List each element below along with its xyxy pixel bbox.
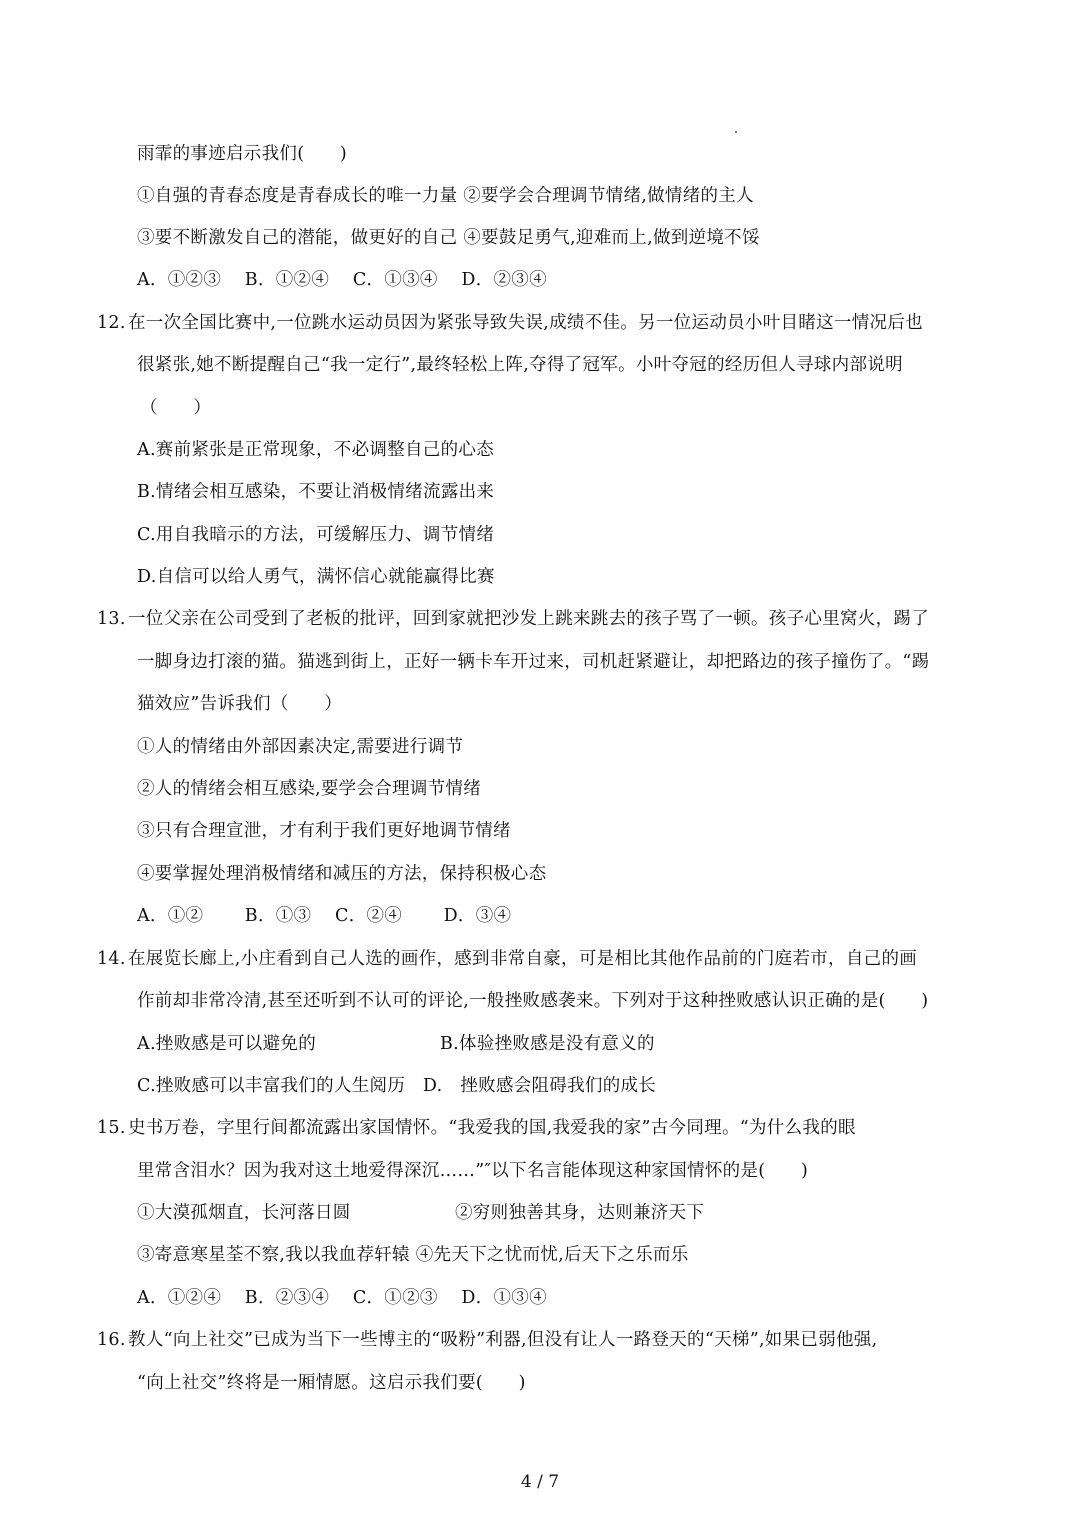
q11-statements-1-2: ①自强的青春态度是青春成长的唯一力量 ②要学会合理调节情绪,做情绪的主人 [137,186,754,206]
stray-dot [735,131,737,133]
q13-statement-4: ④要掌握处理消极情绪和减压的方法，保持积极心态 [137,864,547,884]
q14-stem-line-2: 作前却非常冷清,甚至还听到不认可的评论,一般挫败感袭来。下列对于这种挫败感认识正确的是( ) [137,991,929,1011]
q11-statements-3-4: ③要不断激发自己的潜能，做更好的自己 ④要鼓足勇气,迎难而上,做到逆境不馁 [137,228,760,248]
q11-choices: A．①②③ B．①②④ C．①③④ D．②③④ [137,270,547,290]
q15-stem-line-2: 里常含泪水？因为我对这土地爱得深沉……”″以下名言能体现这种家国情怀的是( ) [137,1161,809,1181]
q12-stem-line-1: 在一次全国比赛中,一位跳水运动员因为紧张导致失误,成绩不佳。另一位运动员小叶目睹这一情况后也 [128,313,923,333]
q12-stem-line-2: 很紧张,她不断提醒自己“我一定行”,最终轻松上阵,夺得了冠军。小叶夺冠的经历但人寻球内部说明 [137,355,903,375]
q14-option-b: B.体验挫败感是没有意义的 [440,1034,655,1054]
q13-number: 13. [97,609,126,629]
q12-option-b: B.情绪会相互感染，不要让消极情绪流露出来 [137,482,495,502]
q15-statements-3-4: ③寄意寒星荃不察,我以我血荐轩辕 ④先天下之忧而忧,后天下之乐而乐 [137,1245,689,1265]
q11-stem-continuation: 雨霏的事迹启示我们( ) [137,144,348,164]
q16-stem-line-2: “向上社交”终将是一厢情愿。这启示我们要( ) [137,1373,526,1393]
q13-stem-line-3: 猫效应”告诉我们（ ） [137,694,343,714]
q15-stem-line-1: 史书万卷，字里行间都流露出家国情怀。“我爱我的国,我爱我的家”古今同理。“为什么我的眼 [128,1118,856,1138]
q12-option-d: D.自信可以给人勇气，满怀信心就能赢得比赛 [137,567,495,587]
q13-stem-line-2: 一脚身边打滚的猫。猫逃到街上，正好一辆卡车开过来，司机赶紧避让，却把路边的孩子撞伤了。“踢 [137,652,930,672]
q14-number: 14. [97,949,126,969]
q15-choices: A．①②④ B．②③④ C．①②③ D．①③④ [137,1288,547,1308]
q16-number: 16. [97,1330,126,1350]
q16-stem-line-1: 教人“向上社交”已成为当下一些博主的“吸粉”利器,但没有让人一路登天的“天梯”,如果已弱他强, [128,1330,878,1350]
q12-option-c: C.用自我暗示的方法，可缓解压力、调节情绪 [137,525,495,545]
q12-number: 12. [97,313,126,333]
q13-statement-3: ③只有合理宣泄，才有利于我们更好地调节情绪 [137,821,511,841]
q14-stem-line-1: 在展览长廊上,小庄看到自己人选的画作，感到非常自豪，可是相比其他作品前的门庭若市，自己的画 [128,949,918,969]
q13-stem-line-1: 一位父亲在公司受到了老板的批评，回到家就把沙发上跳来跳去的孩子骂了一顿。孩子心里窝火，踢了 [128,609,929,629]
q13-statement-2: ②人的情绪会相互感染,要学会合理调节情绪 [137,779,482,799]
q15-statement-1: ①大漠孤烟直，长河落日圆 [137,1203,351,1223]
q15-number: 15. [97,1118,126,1138]
q13-choices: A．①② B．①③ C．②④ D．③④ [137,906,512,926]
q12-answer-bracket: （ ） [140,398,212,418]
q12-option-a: A.赛前紧张是正常现象，不必调整自己的心态 [137,440,494,460]
q13-statement-1: ①人的情绪由外部因素决定,需要进行调节 [137,737,464,757]
q14-options-c-d: C.挫败感可以丰富我们的人生阅历 D. 挫败感会阻碍我们的成长 [137,1076,657,1096]
q15-statement-2: ②穷则独善其身，达则兼济天下 [455,1203,705,1223]
page-number: 4 / 7 [520,1472,560,1492]
q14-option-a: A.挫败感是可以避免的 [137,1034,316,1054]
